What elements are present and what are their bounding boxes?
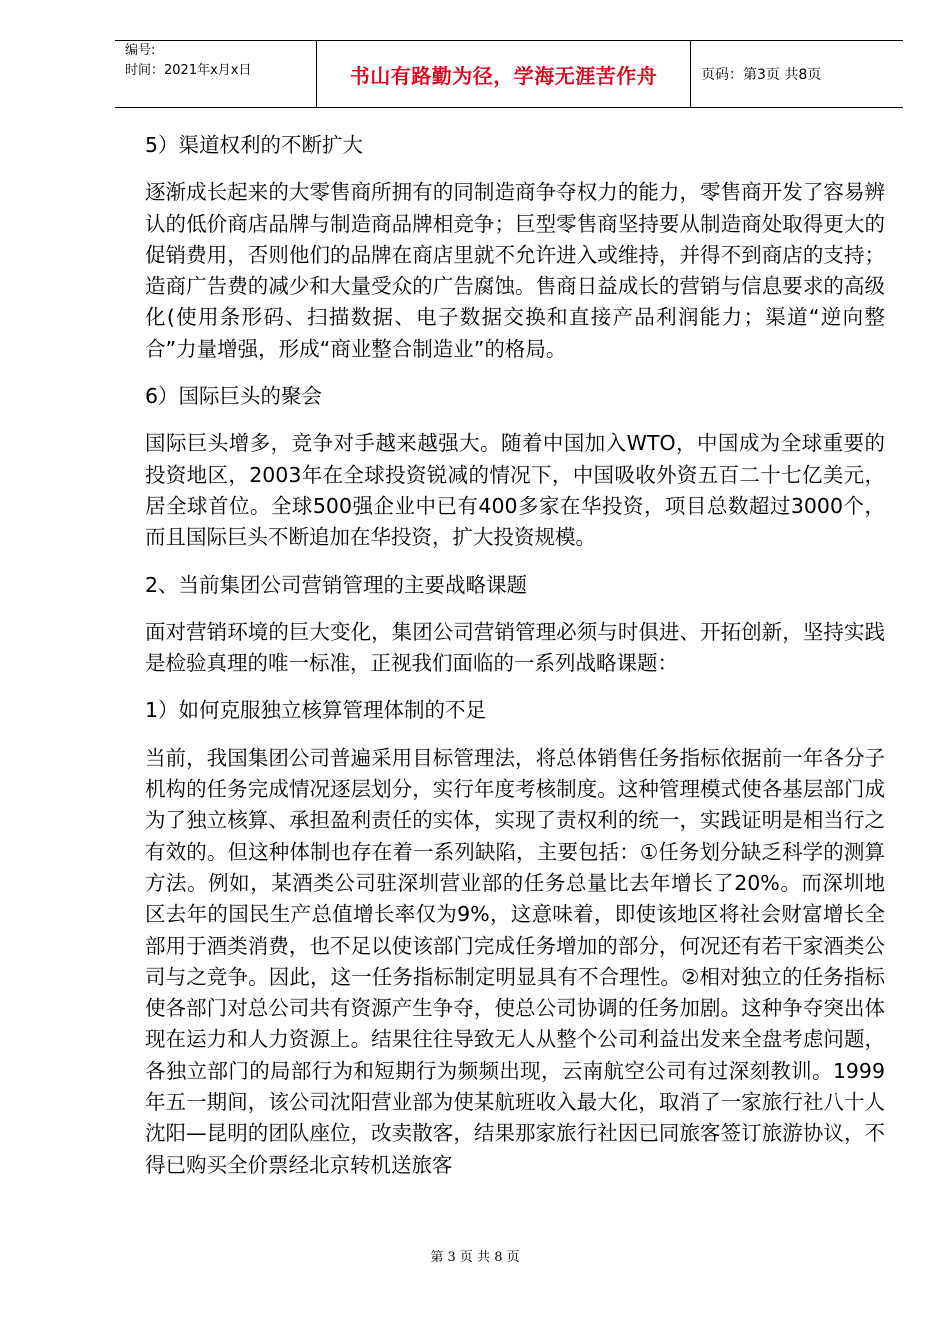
section-heading: 6）国际巨头的聚会 [145, 384, 323, 409]
paragraph: 当前，我国集团公司普遍采用目标管理法，将总体销售任务指标依据前一年各分子机构的任务完成情况逐层划分，实行年度考核制度。这种管理模式使各基层部门成为了独立核算、承担盈利责任的实体，实现了责权利的统一，实践证明是相当行之有效的。但这种体制也存在着一系列缺陷，主要包括：①任务划分缺乏科学的测算方法。例如，某酒类公司驻深圳营业部的任务总量比去年增长了20%。而深圳地区去年的国民生产总值增长率仅为9%，这意味着，即使该地区将社会财富增长全部用于酒类消费，也不足以使该部门完成任务增加的部分，何况还有若干家酒类公司与之竞争。因此，这一任务指标制定明显具有不合理性。②相对独立的任务指标使各部门对总公司共有资源产生争夺，使总公司协调的任务加剧。这种争夺突出体现在运力和人力资源上。结果往往导致无人从整个公司利益出发来全盘考虑问题，各独立部门的局部行为和短期行为频频出现，云南航空公司有过深刻教训。1999年五一期间，该公司沈阳营业部为使某航班收入最大化，取消了一家旅行社八十人沈阳—昆明的团队座位，改卖散客，结果那家旅行社因已同旅客签订旅游协议，不得已购买全价票经北京转机送旅客 [145, 745, 885, 1177]
time-label: 时间：2021年x月x日 [125, 63, 252, 78]
page-footer: 第 3 页 共 8 页 [430, 1250, 520, 1265]
section-heading: 5）渠道权利的不断扩大 [145, 133, 364, 157]
document-body [145, 130, 885, 1197]
section-heading: 2、当前集团公司营销管理的主要战略课题 [145, 572, 528, 597]
document-header [115, 40, 903, 108]
paragraph: 逐渐成长起来的大零售商所拥有的同制造商争夺权力的能力，零售商开发了容易辨认的低价商店品牌与制造商品牌相竞争；巨型零售商坚持要从制造商处取得更大的促销费用，否则他们的品牌在商店里就不允许进入或维持，并得不到商店的支持；造商广告费的减少和大量受众的广告腐蚀。售商日益成长的营销与信息要求的高级化(使用条形码、扫描数据、电子数据交换和直接产品利润能力；渠道“逆向整合”力量增强，形成“商业整合制造业”的格局。 [145, 180, 885, 361]
header-page-number: 页码：第3页 共8页 [701, 67, 822, 83]
section-heading: 1）如何克服独立核算管理体制的不足 [145, 698, 487, 723]
paragraph: 面对营销环境的巨大变化，集团公司营销管理必须与时俱进、开拓创新，坚持实践是检验真理的唯一标准，正视我们面临的一系列战略课题： [145, 619, 885, 676]
header-motto: 书山有路勤为径，学海无涯苦作舟 [349, 63, 658, 88]
header-meta [115, 41, 316, 107]
paragraph: 国际巨头增多，竞争对手越来越强大。随着中国加入WTO，中国成为全球重要的投资地区，2003年在全球投资锐减的情况下，中国吸收外资五百二十七亿美元，居全球首位。全球500强企业中已有400多家在华投资，项目总数超过3000个，而且国际巨头不断追加在华投资，扩大投资规模。 [145, 431, 885, 550]
number-label: 编号: [125, 43, 156, 58]
